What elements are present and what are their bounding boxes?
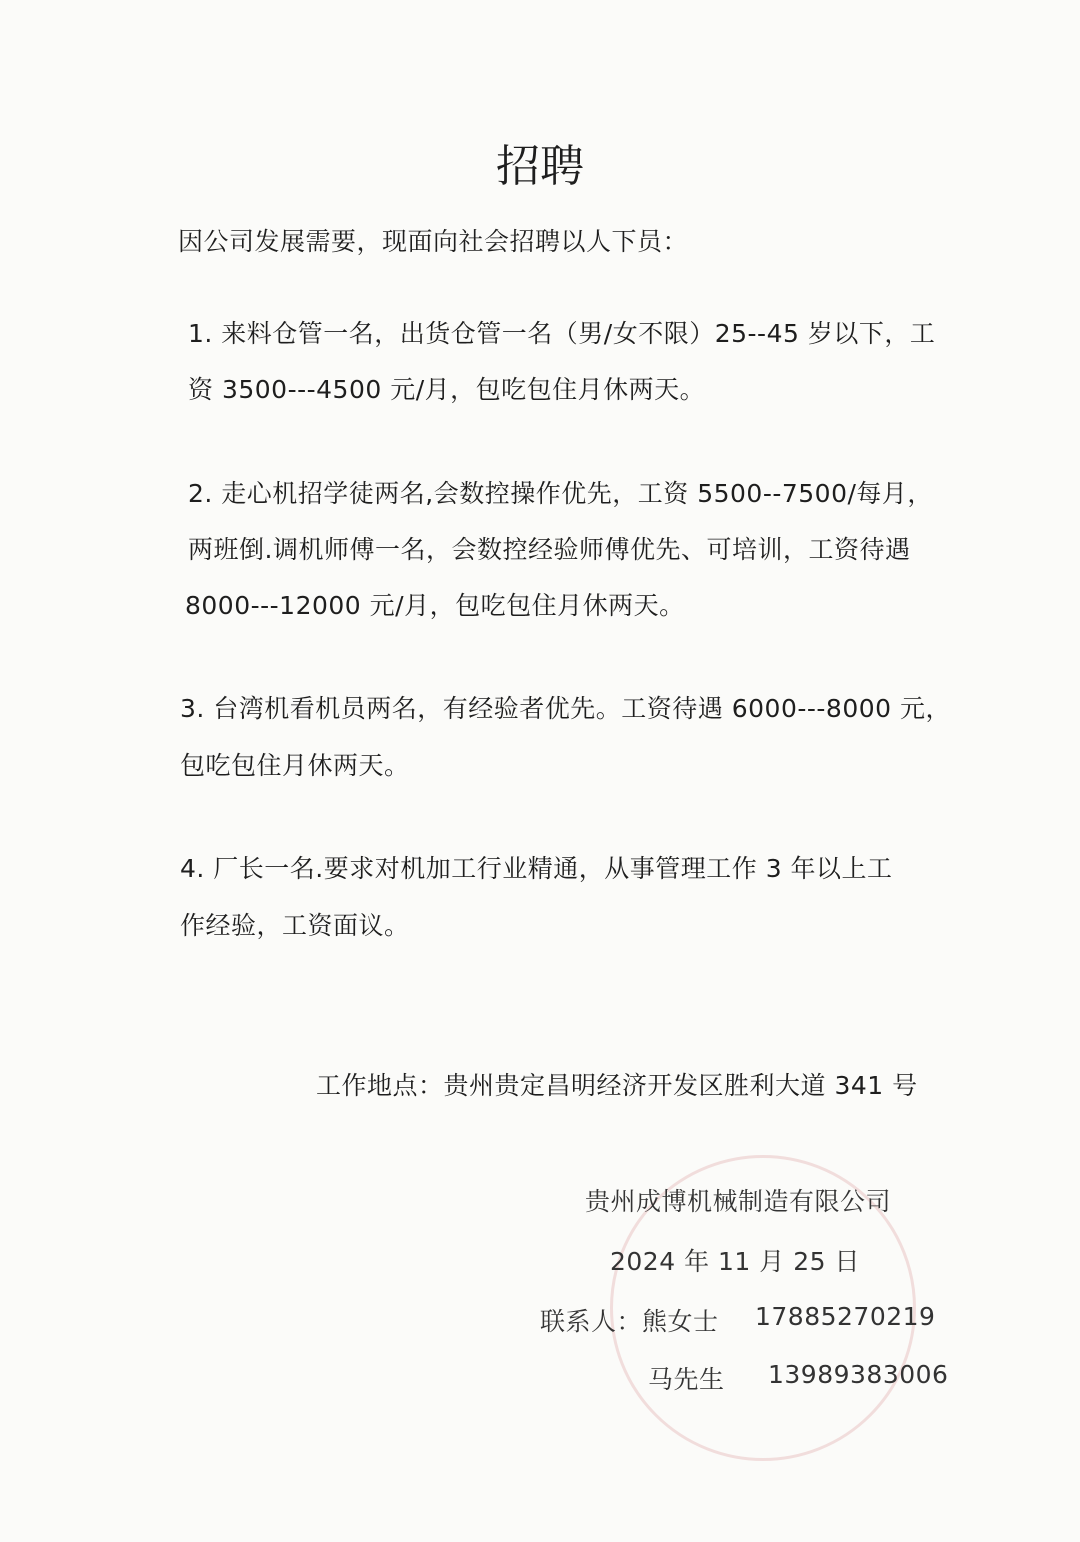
item-1-line-1: 1. 来料仓管一名，出货仓管一名（男/女不限）25--45 岁以下，工 bbox=[188, 319, 936, 348]
item-4-line-2: 作经验，工资面议。 bbox=[180, 911, 410, 940]
page-title: 招聘 bbox=[496, 141, 584, 192]
item-4-line-1: 4. 厂长一名.要求对机加工行业精通，从事管理工作 3 年以上工 bbox=[180, 854, 893, 883]
company-name: 贵州成博机械制造有限公司 bbox=[585, 1187, 892, 1216]
contact-2-phone: 13989383006 bbox=[768, 1360, 949, 1389]
date: 2024 年 11 月 25 日 bbox=[610, 1247, 860, 1276]
contact-2-name: 马先生 bbox=[648, 1365, 725, 1394]
work-address: 工作地点：贵州贵定昌明经济开发区胜利大道 341 号 bbox=[316, 1071, 918, 1100]
item-3-line-1: 3. 台湾机看机员两名，有经验者优先。工资待遇 6000---8000 元， bbox=[180, 694, 952, 723]
item-1-line-2: 资 3500---4500 元/月，包吃包住月休两天。 bbox=[188, 375, 706, 404]
item-2-line-2: 两班倒.调机师傅一名，会数控经验师傅优先、可培训，工资待遇 bbox=[188, 535, 911, 564]
item-2-line-3: 8000---12000 元/月，包吃包住月休两天。 bbox=[185, 591, 685, 620]
contact-1-phone: 17885270219 bbox=[755, 1302, 936, 1331]
item-3-line-2: 包吃包住月休两天。 bbox=[180, 751, 410, 780]
intro-text: 因公司发展需要，现面向社会招聘以人下员： bbox=[178, 227, 689, 256]
item-2-line-1: 2. 走心机招学徒两名,会数控操作优先，工资 5500--7500/每月， bbox=[188, 479, 933, 508]
contact-1-name: 联系人：熊女士 bbox=[540, 1307, 719, 1336]
